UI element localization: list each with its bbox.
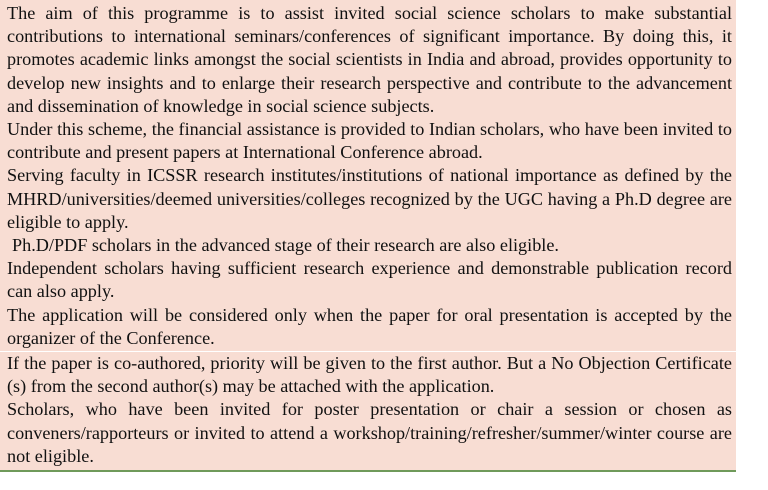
- paragraph-aim: The aim of this programme is to assist invited social science scholars to make substantial contributions to international seminars/conferences of significant importance. By doing this, it promotes academic links amongst the social scientists in India and abroad, provides opportunity to develop new insights and to enlarge their research perspective and contribute to the advancement and dissemination of knowledge in social science subjects.: [7, 3, 732, 116]
- paragraph-financial-assistance: Under this scheme, the financial assistance is provided to Indian scholars, who have been invited to contribute and present papers at International Conference abroad.: [7, 119, 732, 163]
- paragraph-oral-presentation: The application will be considered only when the paper for oral presentation is accepted by the organizer of the Conference.: [7, 304, 732, 348]
- paragraph-phd-pdf-eligibility: Ph.D/PDF scholars in the advanced stage of their research are also eligible.: [12, 235, 559, 256]
- text-block-lower: [0, 352, 736, 470]
- paragraph-co-authored: If the paper is co-authored, priority will be given to the first author. But a No Objection Certificate (s) from the second author(s) may be attached with the application.: [7, 353, 732, 397]
- paragraph-faculty-eligibility: Serving faculty in ICSSR research institutes/institutions of national importance as defined by the MHRD/universities/deemed universities/colleges recognized by the UGC having a Ph.D degree are eligible to apply.: [7, 165, 732, 232]
- paragraph-independent-scholars: Independent scholars having sufficient research experience and demonstrable publication record can also apply.: [7, 258, 732, 302]
- bottom-rule: [0, 470, 736, 472]
- paragraph-not-eligible: Scholars, who have been invited for poster presentation or chair a session or chosen as conveners/rapporteurs or invited to attend a workshop/training/refresher/summer/winter course are not eligible.: [7, 399, 732, 466]
